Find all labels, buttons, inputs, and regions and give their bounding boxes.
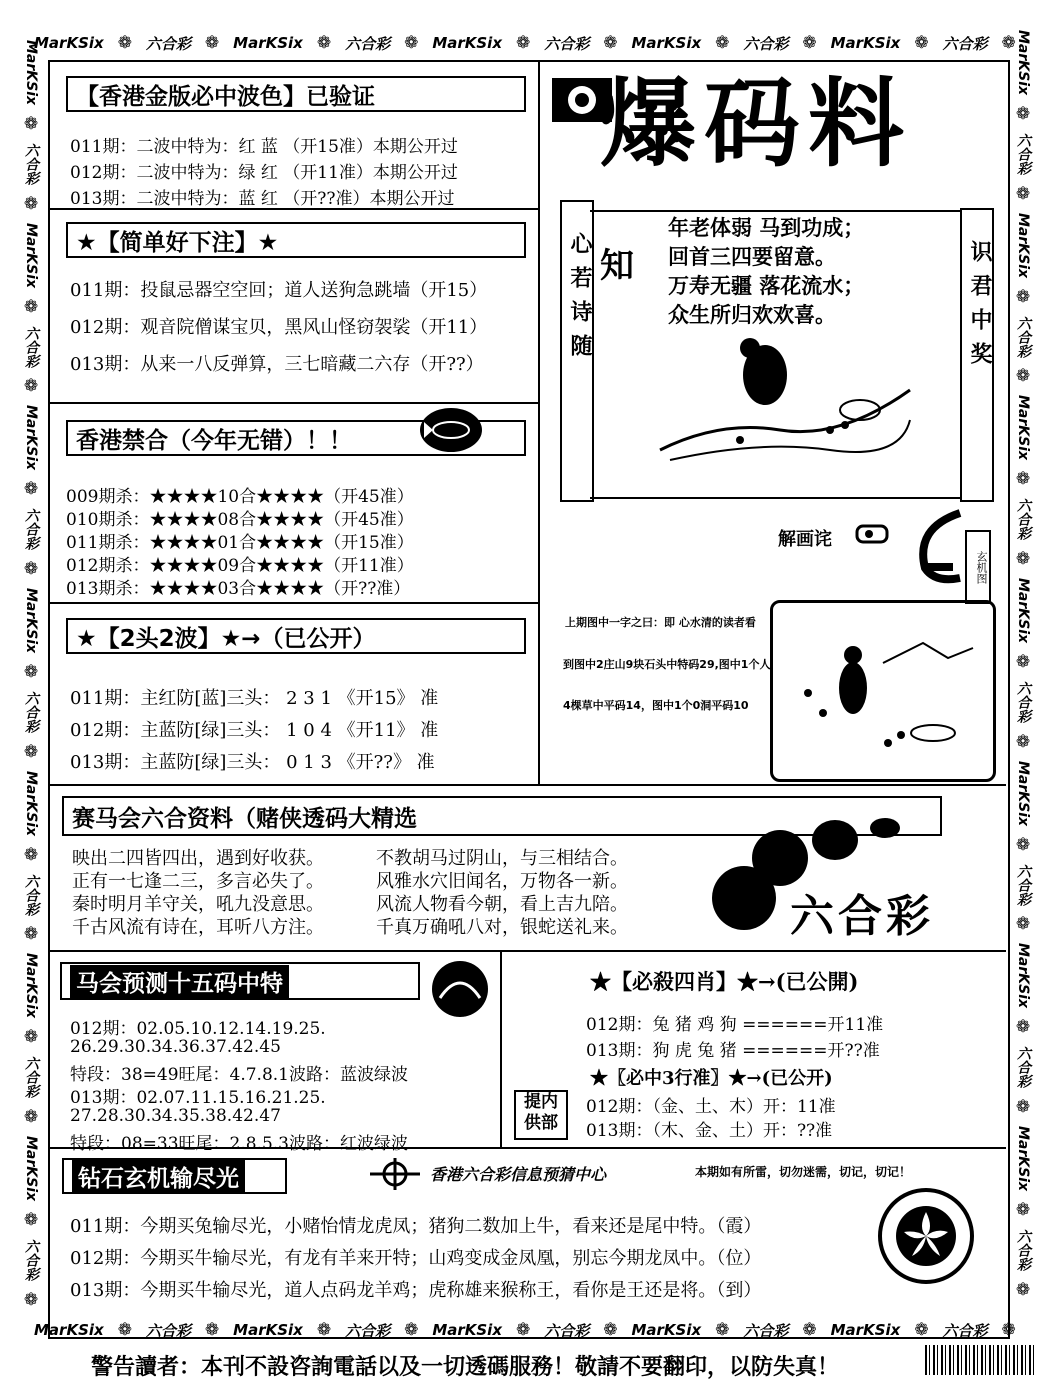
list-item: 特段：08=33旺尾：2.8.5.3波路：红波绿波 [70,1134,408,1154]
border-logo-text: 六合彩 [23,142,39,185]
list-item: 011期杀：★★★★01合★★★★（开15准） [66,533,414,553]
flower-icon: ❁ [21,661,41,682]
list-item: 013期：今期买牛输尽光，道人点码龙羊鸡；虎称雄来猴称王，看你是王还是将。（到） [70,1280,762,1301]
section-title-text: 钻石玄机输尽光 [72,1160,245,1193]
list-item: 012期：主蓝防[绿]三头： 1 0 4 《开11》 准 [70,720,439,741]
poem-line: 万寿无疆 落花流水； [668,274,865,298]
flower-icon: ❁ [516,33,531,53]
ball-icon [812,820,858,860]
flower-icon: ❁ [117,33,132,53]
flower-icon: ❁ [1013,1017,1033,1038]
section-title-diamond [62,1158,287,1194]
section-title-text: 赛马会六合资料（赌侠透码大精选 [72,805,417,832]
riddle-illustration-frame [770,600,996,782]
riddle-line: 到图中2庄山9块石头中特码29,图中1个人 [563,658,771,671]
list-item: 010期杀：★★★★08合★★★★（开45准） [66,510,414,530]
poem-line: 众生所归欢欢喜。 [668,303,836,327]
verse-line: 秦时明月羊守关，吼九没意思。 [72,894,324,915]
divider [538,62,540,784]
list-item: 013期：狗 虎 兔 猪 ======开??准 [586,1041,880,1061]
flower-icon: ❁ [802,33,817,53]
verse-line: 正有一七逢二三，多言必失了。 [72,871,324,892]
poem-line: 年老体弱 马到功成； [668,216,865,240]
list-item: 012期：今期买牛输尽光，有龙有羊来开特；山鸡变成金凤凰，别忘今期龙凤中。（位） [70,1248,762,1269]
border-logo-text: 六合彩 [23,325,39,368]
section-title-four-zodiac: ★【必殺四肖】★→(已公開) [590,969,859,994]
flower-icon: ❁ [1013,183,1033,204]
flower-icon: ❁ [21,559,41,580]
border-logo-text: MarKSix [830,34,901,52]
list-item: 011期：主红防[蓝]三头： 2 3 1 《开15》 准 [70,688,439,709]
border-logo-text: MarKSix [432,1321,503,1339]
flower-icon: ❁ [1013,651,1033,672]
flower-icon: ❁ [1013,1097,1033,1118]
section-title-text: 马会预测十五码中特 [70,965,289,998]
center-name: 香港六合彩信息预猜中心 [430,1165,607,1184]
border-logo-text: 六合彩 [1015,315,1031,358]
border-logo-text: MarKSix [1015,1126,1031,1192]
verse-line: 映出二四皆四出，遇到好收获。 [72,848,324,869]
divider [50,950,1006,952]
border-logo-text: MarKSix [23,405,39,471]
border-logo-text: 六合彩 [23,508,39,551]
border-logo-text: 六合彩 [145,34,191,53]
footer-warning: 警告讀者：本刊不設咨詢電話以及一切透碼服務！敬請不要翻印，以防失真！ [90,1355,839,1380]
flower-icon: ❁ [316,1320,332,1340]
border-logo-text: 六合彩 [942,1321,988,1340]
flower-icon: ❁ [1013,914,1033,935]
border-logo-text: 六合彩 [1015,863,1031,906]
divider [50,402,538,404]
border-logo-text: 六合彩 [145,1321,191,1340]
border-logo-text: 六合彩 [345,34,391,53]
border-logo-text: 六合彩 [1015,1228,1031,1271]
border-logo-text: 六合彩 [1015,680,1031,723]
flower-icon: ❁ [1013,1279,1033,1300]
scroll-left-text: 心若诗随 [567,232,592,368]
flower-icon: ❁ [1013,469,1033,490]
border-logo-text: MarKSix [23,588,39,654]
border-logo-text: MarKSix [631,1321,702,1339]
list-item: 012期：02.05.10.12.14.19.25. [70,1019,326,1039]
verse-line: 千真万确吼八对，银蛇送礼来。 [376,917,628,938]
flower-icon: ❁ [1013,834,1033,855]
flower-icon: ❁ [914,1320,929,1340]
border-logo-text: MarKSix [1015,30,1031,96]
divider [500,952,502,1147]
section-title-text: ★【简单好下注】★ [76,229,279,256]
list-item: 012期杀：★★★★09合★★★★（开11准） [66,556,414,576]
scroll-zhi: 知 [600,246,634,286]
divider [50,784,1006,786]
border-logo-text: 六合彩 [743,1321,789,1340]
flower-icon: ❁ [21,844,41,865]
list-item: 013期：从来一八反弹算，三七暗藏二六存（开??） [70,354,484,375]
verse-line: 风流人物看今朝，看上吉九陪。 [376,894,628,915]
section-title-text: 香港禁合（今年无错）！！ [76,427,352,454]
list-item: 011期：二波中特为：红 蓝 （开15准）本期公开过 [70,137,458,157]
divider [50,602,538,604]
flower-icon: ❁ [204,33,220,53]
riddle-line: 上期图中一字之曰：即 心水清的读者看 [565,616,756,629]
border-logo-text: 六合彩 [23,1056,39,1099]
barcode-icon [925,1345,1035,1375]
border-logo-text: 六合彩 [23,1238,39,1281]
pointing-hand-icon [855,520,895,548]
border-logo-text: MarKSix [631,34,702,52]
scroll-left-roller [560,200,594,502]
list-item: 012期：兔 猪 鸡 狗 ======开11准 [586,1015,884,1035]
flower-icon: ❁ [21,296,41,317]
seal-stamp: 玄机图 [965,530,991,604]
internal-stamp: 提内供部 [514,1090,568,1140]
list-item: 013期：（木、金、土）开：??准 [586,1121,833,1141]
scroll-poem [668,214,864,330]
list-item: 011期：投鼠忌器空空回；道人送狗急跳墙（开15） [70,280,488,301]
flower-icon: ❁ [1013,731,1033,752]
flower-icon: ❁ [1013,103,1033,124]
border-logo-text: MarKSix [23,222,39,288]
section-title-three-elements: ★〖必中3行准〗★→(已公开) [590,1068,833,1089]
border-logo-text: MarKSix [233,34,303,52]
section-title-text: 【香港金版必中波色】已验证 [76,83,375,110]
list-item: 013期：二波中特为：蓝 红 （开??准）本期公开过 [70,189,455,209]
ball-icon [752,830,808,886]
crosshair-icon [370,1156,420,1192]
list-item: 012期：观音院僧谋宝贝，黑风山怪窃袈裟（开11） [70,317,488,338]
verse-line: 千古风流有诗在，耳听八方注。 [72,917,324,938]
border-logo-text: MarKSix [432,34,503,52]
flower-icon: ❁ [21,1289,41,1310]
flower-icon: ❁ [21,1027,41,1048]
flower-icon: ❁ [603,1320,618,1340]
fish-emblem-icon [420,408,482,452]
border-logo-text: MarKSix [34,1321,104,1339]
list-item: 012期：（金、土、木）开：11准 [586,1097,836,1117]
flower-icon: ❁ [21,1107,41,1128]
section-title-horse-club [62,796,942,836]
border-logo-text: MarKSix [1015,760,1031,826]
left-border-strip [18,40,44,1310]
verse-line: 风雅水穴旧闻名，万物各一新。 [376,871,628,892]
border-logo-text: 六合彩 [1015,1046,1031,1089]
flower-icon: ❁ [715,1320,730,1340]
section-title-text: ★【2头2波】★→（已公开） [76,625,376,652]
riddle-line: 4棵草中平码14，图中1个0洞平码10 [563,699,749,712]
flower-icon: ❁ [204,1320,220,1340]
border-logo-text: MarKSix [34,34,104,52]
lottery-logo-text: 六合彩 [790,891,934,942]
border-logo-text: MarKSix [23,770,39,836]
border-logo-text: 六合彩 [23,690,39,733]
verse-line: 不教胡马过阴山，与三相结合。 [376,848,628,869]
flower-icon: ❁ [516,1320,531,1340]
border-logo-text: 六合彩 [544,1321,590,1340]
flower-icon: ❁ [603,33,618,53]
ball-icon [870,818,900,838]
flower-icon: ❁ [404,1320,419,1340]
border-logo-text: MarKSix [23,1136,39,1202]
flower-icon: ❁ [404,33,419,53]
border-logo-text: MarKSix [830,1321,901,1339]
border-logo-text: 六合彩 [743,34,789,53]
flower-icon: ❁ [21,479,41,500]
yin-symbol-icon [905,508,965,584]
flower-icon: ❁ [1001,33,1016,53]
flower-icon: ❁ [1001,1320,1016,1340]
border-logo-text: MarKSix [1015,212,1031,278]
border-logo-text: 六合彩 [345,1321,391,1340]
flower-icon: ❁ [21,376,41,397]
list-item: 27.28.30.34.35.38.42.47 [70,1106,281,1126]
flower-icon: ❁ [802,1320,817,1340]
right-border-strip [1010,30,1036,1300]
flower-icon: ❁ [21,113,41,134]
list-item: 013期：02.07.11.15.16.21.25. [70,1088,326,1108]
border-logo-text: MarKSix [1015,943,1031,1009]
list-item: 26.29.30.34.36.37.42.45 [70,1037,281,1057]
list-item: 011期：今期买兔输尽光，小赌怡情龙虎凤；猪狗二数加上牛，看来还是尾中特。（霞） [70,1216,762,1237]
scroll-right-roller [960,208,994,502]
section-title-easy-bet [66,222,526,258]
flower-icon: ❁ [715,33,730,53]
flower-icon: ❁ [117,1320,132,1340]
flower-icon: ❁ [914,33,929,53]
flower-icon: ❁ [1013,286,1033,307]
flower-icon: ❁ [1013,1199,1033,1220]
border-logo-text: MarKSix [23,40,39,106]
flower-icon: ❁ [21,193,41,214]
border-logo-text: MarKSix [23,953,39,1019]
emblem-icon [425,958,495,1020]
list-item: 013期：主蓝防[绿]三头： 0 1 3 《开??》 准 [70,752,435,773]
poem-line: 回首三四要留意。 [668,245,836,269]
border-logo-text: 六合彩 [1015,132,1031,175]
flower-icon: ❁ [1013,366,1033,387]
notice-text: 本期如有所雷，切勿迷需，切记，切记！ [695,1165,912,1179]
section-title-fifteen-codes [60,962,420,1000]
page-title: 爆码料 [600,68,912,180]
scroll-illustration [640,330,920,470]
flower-icon: ❁ [21,1209,41,1230]
border-logo-text: MarKSix [1015,395,1031,461]
list-item: 特段：38=49旺尾：4.7.8.1波路：蓝波绿波 [70,1065,408,1085]
list-item: 009期杀：★★★★10合★★★★（开45准） [66,487,414,507]
flower-icon: ❁ [21,741,41,762]
list-item: 012期：二波中特为：绿 红 （开11准）本期公开过 [70,163,458,183]
flower-icon: ❁ [21,924,41,945]
bauhinia-emblem-icon [878,1188,974,1284]
flower-icon: ❁ [316,33,332,53]
section-title-wave-color [66,76,526,112]
scroll-right-text: 识君中奖 [967,240,992,376]
list-item: 013期杀：★★★★03合★★★★（开??准） [66,579,411,599]
border-logo-text: MarKSix [233,1321,303,1339]
border-logo-text: 六合彩 [1015,498,1031,541]
border-logo-text: 六合彩 [544,34,590,53]
border-logo-text: MarKSix [1015,578,1031,644]
section-title-two-heads [66,618,526,654]
flower-icon: ❁ [1013,549,1033,570]
top-border-strip [30,30,1020,56]
border-logo-text: 六合彩 [23,873,39,916]
image-caption: 解画诧 [778,529,832,550]
border-logo-text: 六合彩 [942,34,988,53]
